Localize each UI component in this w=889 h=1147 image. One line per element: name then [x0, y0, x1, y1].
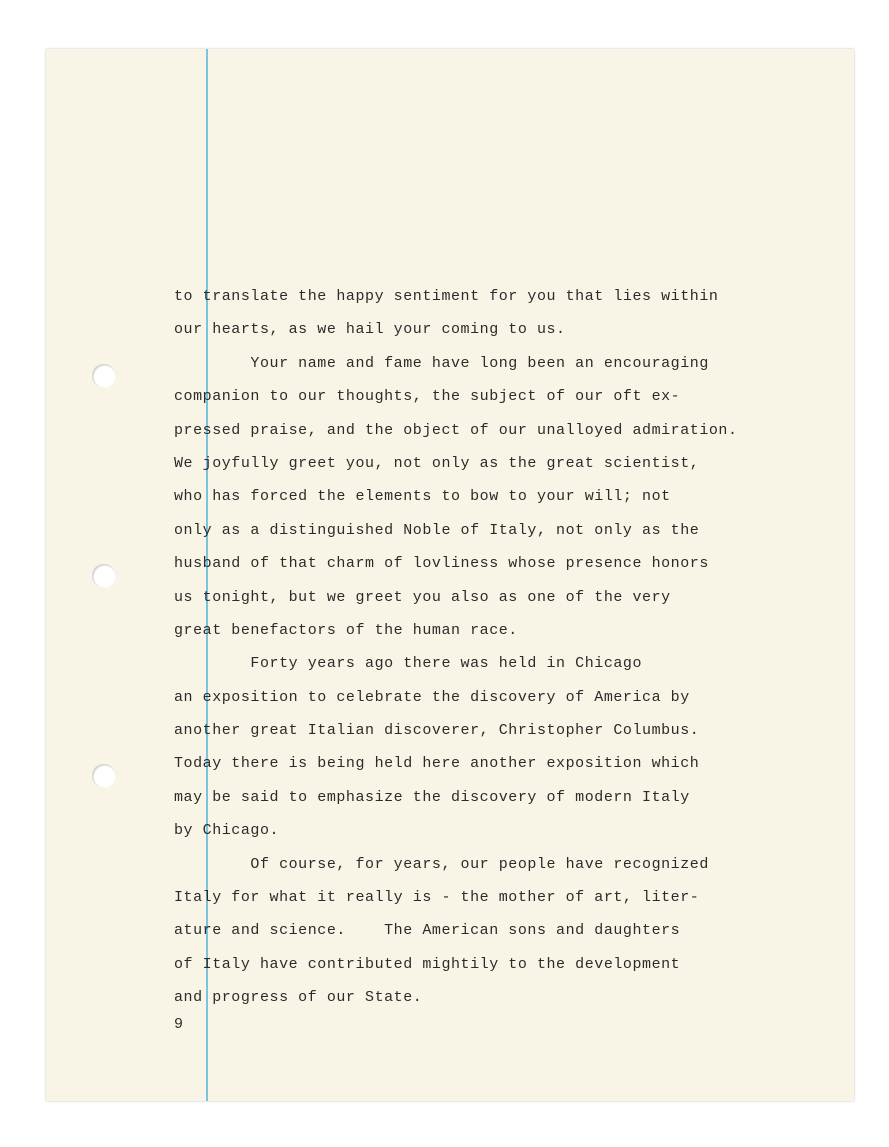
text-line: our hearts, as we hail your coming to us. — [174, 321, 566, 339]
text-line: companion to our thoughts, the subject of our oft ex- — [174, 388, 681, 406]
text-line: pressed praise, and the object of our unalloyed admiration. — [174, 421, 738, 439]
text-line: who has forced the elements to bow to your will; not — [174, 488, 671, 506]
punch-hole — [92, 364, 116, 388]
punch-hole — [92, 764, 116, 788]
text-line: great benefactors of the human race. — [174, 621, 518, 639]
text-line: may be said to emphasize the discovery of modern Italy — [174, 788, 690, 806]
page-number: 9 — [174, 1016, 184, 1033]
text-line: and progress of our State. — [174, 989, 423, 1007]
text-line: of Italy have contributed mightily to the development — [174, 955, 681, 973]
text-line: ature and science. The American sons and daughters — [174, 922, 681, 940]
text-line: another great Italian discoverer, Christopher Columbus. — [174, 722, 700, 740]
text-line: us tonight, but we greet you also as one of the very — [174, 588, 671, 606]
text-line: Today there is being held here another exposition which — [174, 755, 700, 773]
text-line: by Chicago. — [174, 822, 280, 840]
text-line: only as a distinguished Noble of Italy, not only as the — [174, 521, 700, 539]
punch-hole — [92, 564, 116, 588]
typed-text-body — [174, 280, 804, 1015]
text-line: husband of that charm of lovliness whose presence honors — [174, 555, 709, 573]
text-line: an exposition to celebrate the discovery of America by — [174, 688, 690, 706]
text-line: Italy for what it really is - the mother of art, liter- — [174, 889, 700, 907]
text-line: Forty years ago there was held in Chicago — [174, 655, 643, 673]
text-line: Of course, for years, our people have recognized — [174, 855, 709, 873]
text-line: to translate the happy sentiment for you that lies within — [174, 288, 719, 305]
text-line: We joyfully greet you, not only as the great scientist, — [174, 454, 700, 472]
text-line: Your name and fame have long been an encouraging — [174, 354, 709, 372]
